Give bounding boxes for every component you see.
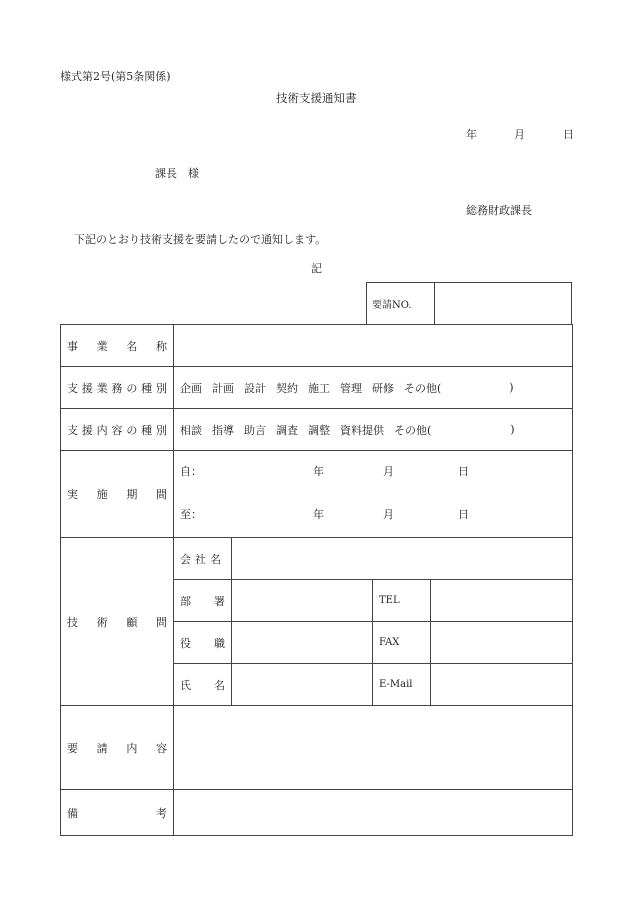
business-name-field[interactable] — [174, 325, 573, 367]
request-form-table — [60, 324, 573, 836]
support-content-option-guidance[interactable]: 指導 — [212, 423, 234, 437]
advisor-position-label-cell — [174, 622, 232, 664]
advisor-position-field[interactable] — [232, 622, 373, 664]
support-type-option-design[interactable]: 設計 — [244, 381, 266, 395]
advisor-fax-field[interactable] — [431, 622, 573, 664]
period-fields — [174, 451, 573, 538]
advisor-dept-label: 部 署 — [180, 594, 225, 608]
date-year-label: 年 — [466, 128, 477, 141]
support-type-label-cell — [61, 367, 174, 409]
advisor-tel-label: TEL — [373, 580, 431, 622]
support-content-label-cell — [61, 409, 174, 451]
support-content-option-consult[interactable]: 相談 — [180, 423, 202, 437]
request-number-box — [366, 282, 572, 324]
addressee: 課長 様 — [155, 167, 199, 180]
support-type-option-planning[interactable]: 企画 — [180, 381, 202, 395]
support-type-option-contract[interactable]: 契約 — [276, 381, 298, 395]
support-type-option-other[interactable]: その他( — [404, 381, 442, 395]
period-label: 実 施 期 間 — [67, 488, 167, 501]
date-month-label: 月 — [514, 128, 525, 141]
advisor-label: 技 術 顧 問 — [67, 615, 167, 629]
period-from-year[interactable]: 年 — [313, 465, 324, 478]
advisor-position-label: 役 職 — [180, 636, 225, 650]
request-content-label: 要 請 内 容 — [67, 741, 167, 755]
period-to-label: 至： — [180, 508, 202, 521]
period-label-cell — [61, 451, 174, 538]
document-title: 技術支援通知書 — [276, 91, 357, 105]
advisor-company-label-cell — [174, 538, 232, 580]
support-type-label: 支 援 業 務 の 種 別 — [67, 381, 167, 395]
request-number-field[interactable] — [435, 283, 571, 324]
request-content-label-cell — [61, 706, 174, 790]
support-type-option-management[interactable]: 管理 — [340, 381, 362, 395]
support-content-option-advice[interactable]: 助言 — [244, 423, 266, 437]
period-to-day[interactable]: 日 — [458, 508, 469, 521]
support-content-option-materials[interactable]: 資料提供 — [340, 423, 384, 437]
advisor-name-field[interactable] — [232, 664, 373, 706]
remarks-field[interactable] — [174, 790, 573, 836]
advisor-tel-field[interactable] — [431, 580, 573, 622]
business-name-label: 事 業 名 称 — [67, 339, 167, 353]
sender: 総務財政課長 — [466, 204, 532, 217]
period-to-year[interactable]: 年 — [313, 508, 324, 521]
advisor-company-field[interactable] — [232, 538, 573, 580]
advisor-dept-label-cell — [174, 580, 232, 622]
date-day-label: 日 — [563, 128, 574, 141]
period-to-month[interactable]: 月 — [383, 508, 394, 521]
support-content-label: 支 援 内 容 の 種 別 — [67, 423, 167, 437]
support-type-other-close: ) — [509, 381, 514, 394]
support-content-option-coordination[interactable]: 調整 — [308, 423, 330, 437]
period-to-row — [180, 491, 572, 537]
advisor-company-label: 会 社 名 — [180, 552, 221, 566]
support-type-option-construction[interactable]: 施工 — [308, 381, 330, 395]
period-from-label: 自： — [180, 465, 202, 478]
remarks-label: 備 考 — [67, 806, 167, 820]
advisor-label-cell — [61, 538, 174, 706]
period-from-day[interactable]: 日 — [458, 465, 469, 478]
ki-label: 記 — [311, 262, 322, 275]
advisor-dept-field[interactable] — [232, 580, 373, 622]
support-content-other-close: ) — [510, 423, 515, 436]
advisor-email-field[interactable] — [431, 664, 573, 706]
form-number: 様式第2号(第5条関係) — [60, 70, 171, 83]
support-type-option-training[interactable]: 研修 — [372, 381, 394, 395]
advisor-name-label: 氏 名 — [180, 678, 225, 692]
remarks-label-cell — [61, 790, 174, 836]
support-type-option-plan[interactable]: 計画 — [212, 381, 234, 395]
request-number-label: 要請NO. — [367, 283, 435, 324]
advisor-email-label: E-Mail — [373, 664, 431, 706]
advisor-name-label-cell — [174, 664, 232, 706]
intro-text: 下記のとおり技術支援を要請したので通知します。 — [74, 233, 327, 246]
advisor-fax-label: FAX — [373, 622, 431, 664]
support-content-option-survey[interactable]: 調査 — [276, 423, 298, 437]
period-from-month[interactable]: 月 — [383, 465, 394, 478]
support-content-options — [174, 409, 573, 451]
support-content-option-other[interactable]: その他( — [394, 423, 432, 437]
period-from-row — [180, 451, 572, 491]
business-name-label-cell — [61, 325, 174, 367]
request-content-field[interactable] — [174, 706, 573, 790]
support-type-options — [174, 367, 573, 409]
